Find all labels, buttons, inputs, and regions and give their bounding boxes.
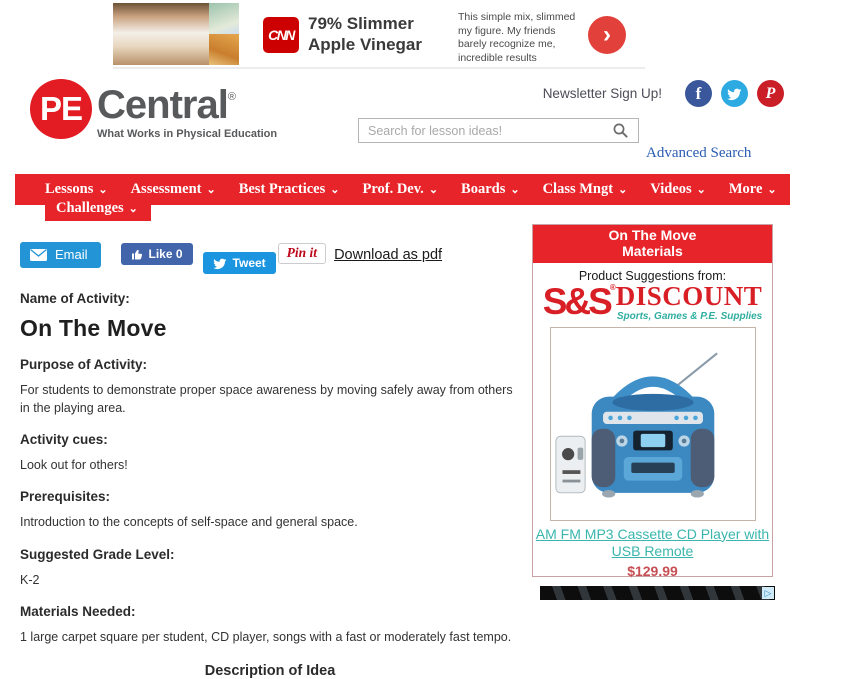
nav-label: Class Mngt [542, 181, 614, 197]
nav-item-best-practices[interactable] [239, 181, 340, 198]
bottom-ad-banner[interactable] [540, 586, 775, 600]
nav-label: Challenges [56, 200, 124, 216]
chevron-down-icon: ⌄ [206, 184, 216, 196]
nav-item-boards[interactable] [461, 181, 520, 198]
nav-item-lessons[interactable] [45, 181, 108, 198]
nav-label: More [728, 181, 763, 197]
ss-letters: S&S [542, 281, 610, 322]
ad-photo-bowl [209, 34, 239, 65]
logo-tagline: What Works in Physical Education [97, 128, 278, 140]
ad-photo-food [209, 3, 239, 65]
nav-label: Best Practices [238, 181, 326, 197]
search-input[interactable] [359, 124, 602, 138]
nav-item-challenges[interactable] [45, 199, 151, 221]
chevron-down-icon: ⌄ [836, 184, 845, 196]
nav-item-videos[interactable] [650, 181, 706, 198]
ss-brand-mark [542, 281, 613, 322]
thumbs-up-icon [131, 248, 143, 260]
cnn-logo: CNN [263, 17, 299, 53]
search-button[interactable] [602, 119, 638, 142]
materials-needed-label: Materials Needed: [20, 603, 136, 619]
logo-central-text [97, 85, 277, 125]
facebook-icon[interactable]: f [685, 80, 712, 107]
chevron-down-icon: ⌄ [330, 184, 340, 196]
purpose-text: For students to demonstrate proper space awareness by moving safely away from others in the playing area. [20, 383, 513, 416]
nav-label: Videos [650, 181, 692, 197]
nav-row [15, 174, 845, 198]
twitter-icon[interactable] [721, 80, 748, 107]
materials-needed-text: 1 large carpet square per student, CD player, songs with a fast or moderately fast tempo. [20, 629, 512, 644]
logo-text [97, 85, 277, 140]
facebook-like-button[interactable] [121, 243, 193, 265]
nav-label: Shop [799, 181, 832, 197]
envelope-icon [30, 249, 47, 261]
sidebar-header-line1: On The Move [608, 227, 697, 243]
ad-photo-woman [113, 3, 161, 65]
grade-level-text: K-2 [20, 572, 40, 587]
chevron-down-icon: ⌄ [98, 184, 108, 196]
prerequisites-text: Introduction to the concepts of self-space and general space. [20, 515, 358, 530]
sidebar-header-line2: Materials [622, 243, 683, 259]
chevron-down-icon: ⌄ [128, 203, 138, 215]
nav-item-prof-dev[interactable] [362, 181, 438, 198]
registered-mark: ® [227, 91, 235, 103]
nav-label: Boards [461, 181, 506, 197]
article-main [20, 240, 520, 679]
product-suggestions-label: Product Suggestions from: [578, 269, 727, 283]
ss-discount-logo[interactable] [533, 281, 772, 322]
tweet-button[interactable] [203, 252, 276, 274]
advanced-search-link[interactable]: Advanced Search [646, 145, 752, 161]
ad-headline-line1: 79% Slimmer [308, 14, 414, 33]
email-share-button[interactable] [20, 242, 101, 268]
ss-logo-right [615, 281, 763, 322]
ad-photo-drink [209, 3, 239, 34]
pinit-button[interactable]: Pin it [278, 243, 326, 264]
ad-photo-woman-mirrored [161, 3, 209, 65]
materials-sidebar [532, 224, 773, 577]
ad-headline-line2: Apple Vinegar [308, 34, 422, 54]
newsletter-social-row [543, 80, 784, 107]
registered-mark: ® [609, 283, 613, 292]
search-icon [612, 122, 629, 139]
chevron-down-icon: ⌄ [767, 184, 777, 196]
nav-item-assessment[interactable] [131, 181, 216, 198]
product-link-line2: USB Remote [611, 543, 694, 560]
like-button-label: Like 0 [148, 247, 183, 261]
activity-cues-text: Look out for others! [20, 458, 128, 473]
product-price: $129.99 [627, 562, 678, 579]
chevron-down-icon: ⌄ [618, 184, 628, 196]
ad-next-arrow-button[interactable]: › [588, 16, 626, 54]
download-pdf-link[interactable]: Download as pdf [334, 247, 443, 263]
top-ad-banner[interactable] [113, 3, 645, 69]
description-of-idea-heading: Description of Idea [204, 662, 336, 679]
sidebar-header [533, 225, 772, 263]
nav-item-shop[interactable] [800, 181, 845, 198]
newsletter-signup-link[interactable]: Newsletter Sign Up! [542, 86, 662, 101]
ad-photo-collage [113, 3, 239, 65]
ss-discount-word: DISCOUNT [615, 281, 763, 311]
ad-description: This simple mix, slimmed my figure. My friends barely recognize me, incredible results [458, 11, 576, 64]
prerequisites-label: Prerequisites: [20, 489, 111, 505]
email-button-label: Email [55, 247, 88, 262]
nav-label: Prof. Dev. [362, 181, 424, 197]
nav-label: Assessment [130, 181, 202, 197]
product-title-link[interactable] [533, 526, 772, 561]
twitter-bird-icon [727, 88, 742, 100]
grade-level-label: Suggested Grade Level: [20, 546, 175, 562]
product-link-line1: AM FM MP3 Cassette CD Player with [535, 525, 770, 542]
ad-headline [308, 14, 446, 67]
pe-logo-circle: PE [30, 79, 92, 139]
ss-tagline: Sports, Games & P.E. Supplies [616, 310, 763, 322]
adchoices-icon[interactable]: ▷ [762, 587, 774, 599]
nav-item-more[interactable] [729, 181, 777, 198]
share-toolbar [20, 240, 520, 276]
purpose-label: Purpose of Activity: [20, 357, 148, 372]
tweet-button-label: Tweet [232, 256, 266, 270]
name-of-activity-label: Name of Activity: [20, 291, 130, 306]
nav-label: Lessons [45, 181, 94, 197]
chevron-down-icon: ⌄ [696, 184, 706, 196]
pinterest-icon[interactable]: P [757, 80, 784, 107]
product-image-link[interactable] [550, 327, 756, 521]
twitter-bird-icon [213, 258, 227, 269]
activity-title: On The Move [20, 315, 167, 341]
logo-central-word: Central [97, 83, 228, 127]
search-box [358, 118, 639, 143]
chevron-down-icon: ⌄ [428, 184, 439, 196]
chevron-down-icon: ⌄ [510, 184, 520, 196]
cd-player-image [554, 345, 752, 503]
pecentral-logo[interactable] [30, 79, 277, 140]
nav-item-class-mngt[interactable] [543, 181, 628, 198]
activity-cues-label: Activity cues: [20, 432, 108, 448]
